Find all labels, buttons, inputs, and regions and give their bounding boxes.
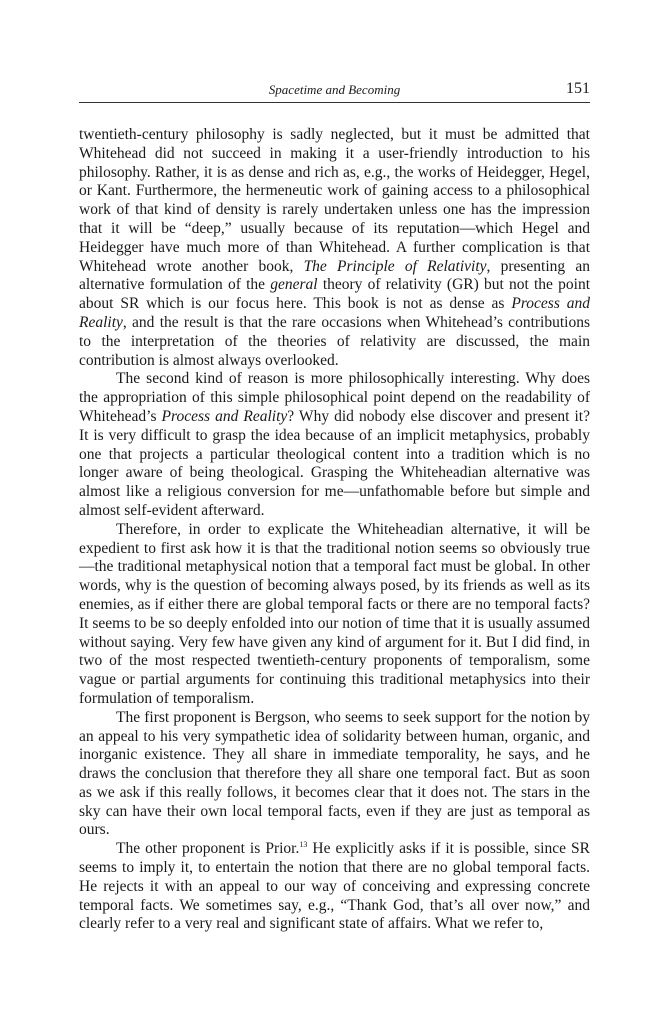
text-run: Therefore, in order to explicate the Whiteheadian alternative, it will be expedient to first ask how it is that the traditional notion seems so obviously true—the traditional metaphysical notion that a temporal fact must be global. In other words, why is the question of becoming always posed, by its friends as well as its enemies, as if either there are global temporal facts or there are no temporal facts? It seems to be so deeply enfolded into our notion of time that it is usually assumed without saying. Very few have given any kind of argument for it. But I did find, in two of the most respected twentieth-century proponents of temporalism, some vague or partial arguments for continuing this traditional metaphysics into their formulation of temporalism.: [79, 520, 590, 707]
body-text: [79, 126, 590, 934]
footnote-marker[interactable]: 13: [299, 840, 308, 850]
running-title: Spacetime and Becoming: [268, 82, 401, 97]
text-run: twentieth-century philosophy is sadly neglected, but it must be admitted that Whitehead did not succeed in making it a user-friendly introduction to his philosophy. Rather, it is as dense and rich as, e.g., the works of Heidegger, Hegel, or Kant. Furthermore, the hermeneutic work of gaining access to a philosophical work of that kind of density is rarely undertaken unless one has the impression that it will be “deep,” usually because of its reputation—which Hegel and Heidegger have much more of than Whitehead. A further complication is that Whitehead wrote another book,: [79, 126, 590, 275]
text-run: , presenting an alternative formulation of the: [79, 257, 590, 294]
book-title-italic: Process and Reality: [79, 295, 590, 331]
text-run: ? Why did nobody else discover and present it? It is very difficult to grasp the idea because of an implicit metaphysics, probably one that projects a particular theological content into a tradition which is no longer aware of being theological. Grasping the Whiteheadian alternative was almost like a religious conversion for me—unfathomable before but simple and almost self-evident afterward.: [79, 407, 590, 519]
text-run: , and the result is that the rare occasions when Whitehead’s contributions to the interpretation of the theories of relativity are discussed, the main contribution is almost always overlooked.: [79, 313, 590, 369]
text-run: The other proponent is Prior.: [116, 840, 300, 858]
text-run: He explicitly asks if it is possible, since SR seems to imply it, to entertain the notion that there are no global temporal facts. He rejects it with an appeal to our way of conceiving and expressing concrete temporal facts. We sometimes say, e.g., “Thank God, that’s all over now,” and clearly refer to a very real and significant state of affairs. What we refer to,: [79, 840, 590, 933]
book-title-italic: The Principle of Relativity: [303, 257, 487, 275]
page-number: 151: [566, 80, 590, 97]
paragraph-4: [79, 709, 590, 841]
paragraph-3: [79, 521, 590, 709]
text-run: The first proponent is Bergson, who seems to seek support for the notion by an appeal to his very sympathetic idea of solidarity between human, organic, and inorganic existence. They all share in immediate temporality, he says, and he draws the conclusion that therefore they all share one temporal fact. But as soon as we ask if this really follows, it becomes clear that it does not. The stars in the sky can have their own local temporal facts, even if they are just as temporal as ours.: [79, 708, 590, 839]
text-run: theory of relativity (GR) but not the point about SR which is our focus here. This book is not as dense as: [79, 276, 590, 313]
emphasis-italic: general: [270, 276, 318, 294]
running-header: [79, 80, 590, 103]
paragraph-1: [79, 126, 590, 370]
paragraph-5: [79, 840, 590, 934]
book-title-italic: Process and Reality: [161, 407, 288, 425]
text-run: The second kind of reason is more philosophically interesting. Why does the appropriation of this simple philosophical point depend on the readability of Whitehead’s: [79, 370, 590, 425]
paragraph-2: [79, 370, 590, 520]
